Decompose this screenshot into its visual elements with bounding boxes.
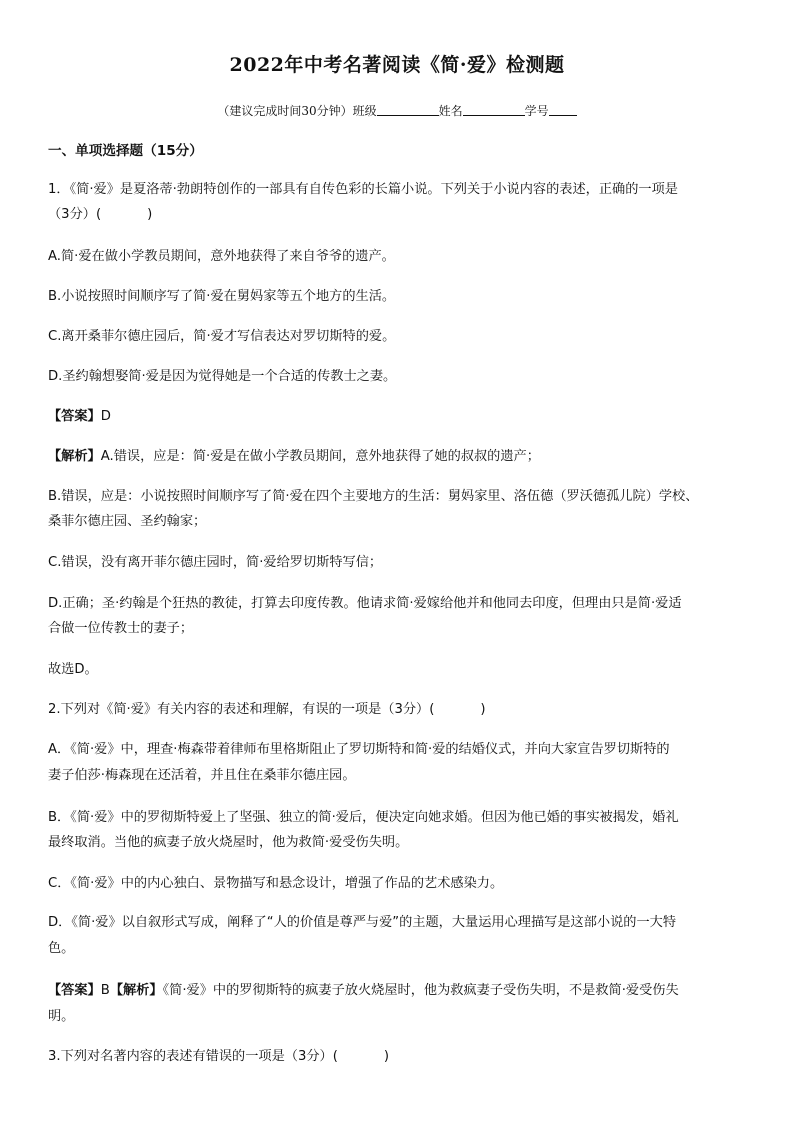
- q2-option-c: C．《简·爱》中的内心独白、景物描写和悬念设计，增强了作品的艺术感染力。: [48, 876, 504, 891]
- q2-answer-analysis-line1: [48, 983, 679, 999]
- answer-tag: 【答案】: [48, 409, 101, 424]
- q2-option-d-line1: D．《简·爱》以自叙形式写成，阐释了“人的价值是尊严与爱”的主题，大量运用心理描写是这部小说的一大特: [48, 915, 677, 930]
- q2-analysis-text: 《简·爱》中的罗彻斯特的疯妻子放火烧屋时，他为救疯妻子受伤失明，不是救简·爱受伤失: [162, 983, 679, 998]
- q1-answer: [48, 409, 111, 425]
- q1-analysis-a: [48, 449, 540, 465]
- analysis-tag: 【解析】: [109, 983, 163, 998]
- q1-analysis-d-line1: D.正确；圣·约翰是个狂热的教徒，打算去印度传教。他请求简·爱嫁给他并和他同去印度，但理由只是简·爱适: [48, 596, 682, 611]
- q1-analysis-c: C.错误，没有离开菲尔德庄园时，简·爱给罗切斯特写信；: [48, 555, 383, 570]
- q2-analysis-line2: 明。: [48, 1009, 75, 1024]
- q2-close-paren: ): [480, 702, 486, 717]
- q1-option-a: A.简·爱在做小学教员期间，意外地获得了来自爷爷的遗产。: [48, 249, 395, 264]
- q1-analysis-b-line1: B.错误，应是：小说按照时间顺序写了简·爱在四个主要地方的生活：舅妈家里、洛伍德（罗沃德孤儿院）学校、: [48, 489, 699, 504]
- q1-conclusion: 故选D。: [48, 662, 98, 677]
- q1-score: （3分）(: [48, 207, 102, 222]
- q3-close-paren: ): [383, 1049, 390, 1064]
- q1-option-c: C.离开桑菲尔德庄园后，简·爱才写信表达对罗切斯特的爱。: [48, 329, 396, 344]
- name-blank[interactable]: [463, 103, 525, 116]
- q1-analysis-b-line2: 桑菲尔德庄园、圣约翰家；: [48, 514, 207, 529]
- page-title: 2022年中考名著阅读《简·爱》检测题: [229, 54, 565, 76]
- q1-analysis-a-text: A.错误，应是：简·爱是在做小学教员期间，意外地获得了她的叔叔的遗产；: [100, 449, 540, 464]
- analysis-tag: 【解析】: [48, 449, 101, 464]
- q3-stem: [48, 1049, 389, 1065]
- time-and-class-label: （建议完成时间30分钟）班级: [217, 104, 377, 118]
- q1-close-paren: ): [147, 207, 153, 222]
- q2-option-b-line1: B．《简·爱》中的罗彻斯特爱上了坚强、独立的简·爱后，便决定向她求婚。但因为他已婚的事实被揭发，婚礼: [48, 810, 679, 825]
- q1-stem-line2: [48, 207, 152, 223]
- section-heading: 一、单项选择题（15分）: [48, 143, 203, 159]
- student-number-label: 学号: [524, 104, 549, 118]
- q3-stem-text: 3.下列对名著内容的表述有错误的一项是（3分）(: [48, 1049, 338, 1064]
- class-blank[interactable]: [377, 103, 439, 116]
- name-label: 姓名: [438, 104, 463, 118]
- q2-answer-value: B: [100, 983, 110, 998]
- answer-tag: 【答案】: [48, 983, 101, 998]
- q1-answer-value: D: [100, 409, 111, 424]
- q2-option-a-line1: A．《简·爱》中，理查·梅森带着律师布里格斯阻止了罗切斯特和简·爱的结婚仪式，并向大家宣告罗切斯特的: [48, 742, 670, 757]
- student-number-blank[interactable]: [549, 103, 577, 116]
- q2-option-b-line2: 最终取消。当他的疯妻子放火烧屋时，他为救简·爱受伤失明。: [48, 835, 409, 850]
- q2-option-a-line2: 妻子伯莎·梅森现在还活着，并且住在桑菲尔德庄园。: [48, 768, 356, 783]
- q2-stem-text: 2.下列对《简·爱》有关内容的表述和理解，有误的一项是（3分）(: [48, 702, 435, 717]
- student-info-line: [0, 102, 794, 119]
- q1-option-d: D.圣约翰想娶简·爱是因为觉得她是一个合适的传教士之妻。: [48, 369, 397, 384]
- q1-option-b: B.小说按照时间顺序写了简·爱在舅妈家等五个地方的生活。: [48, 289, 396, 304]
- q2-option-d-line2: 色。: [48, 941, 75, 956]
- q1-analysis-d-line2: 合做一位传教士的妻子；: [48, 621, 194, 636]
- q2-stem: [48, 702, 486, 718]
- q1-stem-line1: 1．《简·爱》是夏洛蒂·勃朗特创作的一部具有自传色彩的长篇小说。下列关于小说内容的表述，正确的一项是: [48, 182, 678, 197]
